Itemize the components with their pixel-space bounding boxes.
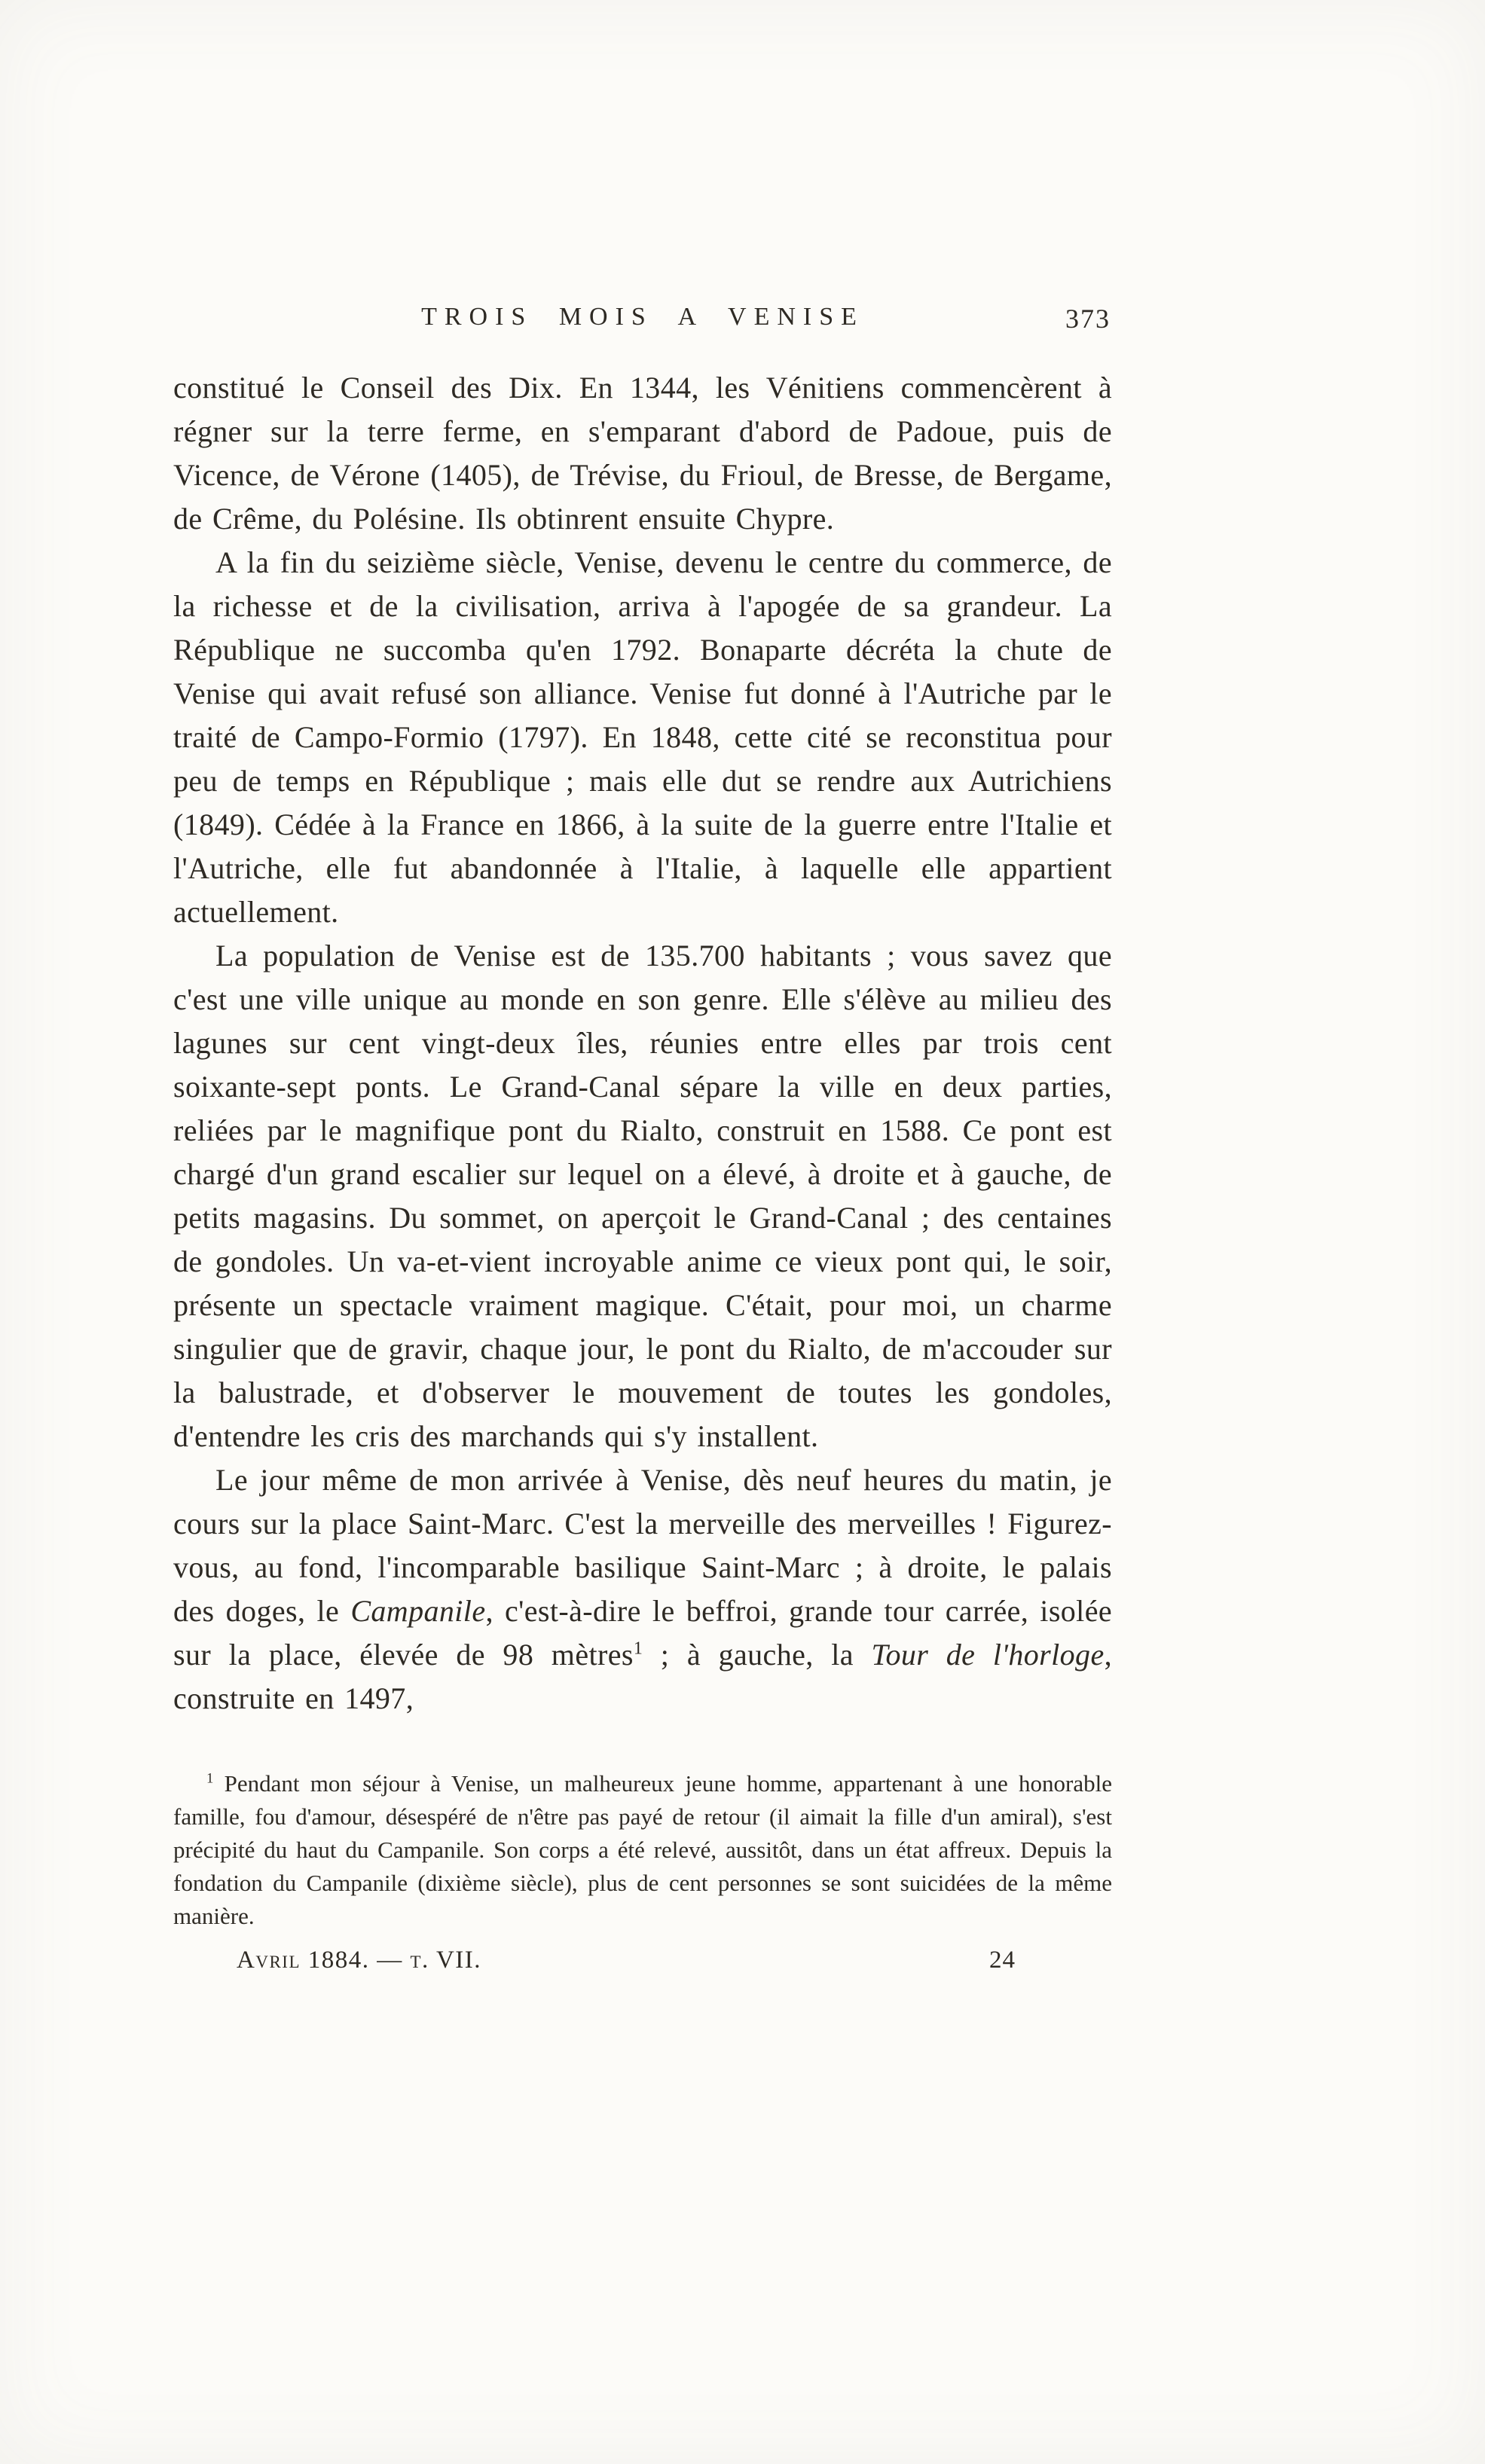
paragraph-text: ; à gauche, la [643,1638,872,1672]
running-header [173,303,1112,347]
paragraph-text: , construite en 1497, [173,1638,1113,1715]
footnote-reference: 1 [633,1638,643,1659]
footnote-paragraph [173,1767,1112,1933]
paragraph-text: , c'est-à-dire le beffroi, grande tour carrée, isolée sur la place, élevée de 98 mètres [173,1594,1113,1672]
paragraph-text: Le jour même de mon arrivée à Venise, dès neuf heures du matin, je cours sur la place Saint-Marc. C'est la merveille des merveilles ! Figurez-vous, au fond, l'incomparable basilique Saint-Marc ; à droite, le palais des doges, le [173,1463,1112,1628]
page-number: 373 [1065,304,1111,334]
page-content [173,303,1112,1974]
paragraph-continuation: constitué le Conseil des Dix. En 1344, les Vénitiens commencèrent à régner sur la terre ferme, en s'emparant d'abord de Padoue, puis de Vicence, de Vérone (1405), de Trévise, du Frioul, de Bresse, de Bergame, de Crême, du Polésine. Ils obtinrent ensuite Chypre. [173,371,1112,536]
paragraph-history: A la fin du seizième siècle, Venise, devenu le centre du commerce, de la richesse et de la civilisation, arriva à l'apogée de sa grandeur. La République ne succomba qu'en 1792. Bonaparte décréta la chute de Venise qui avait refusé son alliance. Venise fut donné à l'Autriche par le traité de Campo-Formio (1797). En 1848, cette cité se reconstitua pour peu de temps en République ; mais elle dut se rendre aux Autrichiens (1849). Cédée à la France en 1866, à la suite de la guerre entre l'Italie et l'Autriche, elle fut abandonnée à l'Italie, à laquelle elle appartient actuellement. [173,545,1112,929]
paragraph-population: La population de Venise est de 135.700 habitants ; vous savez que c'est une ville unique au monde en son genre. Elle s'élève au milieu des lagunes sur cent vingt-deux îles, réunies entre elles par trois cent soixante-sept ponts. Le Grand-Canal sépare la ville en deux parties, reliées par le magnifique pont du Rialto, construit en 1588. Ce pont est chargé d'un grand escalier sur lequel on a élevé, à droite et à gauche, de petits magasins. Du sommet, on aperçoit le Grand-Canal ; des centaines de gondoles. Un va-et-vient incroyable anime ce vieux pont qui, le soir, présente un spectacle vraiment magique. C'était, pour moi, un charme singulier que de gravir, chaque jour, le pont du Rialto, de m'accouder sur la balustrade, et d'observer le mouvement de toutes les gondoles, d'entendre les cris des marchands qui s'y installent. [173,939,1112,1453]
volume-date-label: Avril 1884. — t. VII. [237,1946,482,1974]
footnote-text: Pendant mon séjour à Venise, un malheureux jeune homme, appartenant à une honorable famille, fou d'amour, désespéré de n'être pas payé de retour (il aimait la fille d'un amiral), s'est précipité du haut du Campanile. Son corps a été relevé, aussitôt, dans un état affreux. Depuis la fondation du Campanile (dixième siècle), plus de cent personnes se sont suicidées de la même manière. [173,1770,1112,1929]
tour-horloge-italic-term: Tour de l'horloge [871,1638,1105,1672]
paragraph-saint-marc [173,1458,1112,1721]
footnote-block [173,1767,1112,1933]
footnote-marker: 1 [206,1770,214,1787]
printer-signature-number: 24 [989,1946,1016,1974]
page-footer [173,1946,1112,1974]
campanile-italic-term: Campanile [350,1594,486,1628]
header-title: TROIS MOIS A VENISE [421,303,864,331]
body-text [173,366,1112,1721]
